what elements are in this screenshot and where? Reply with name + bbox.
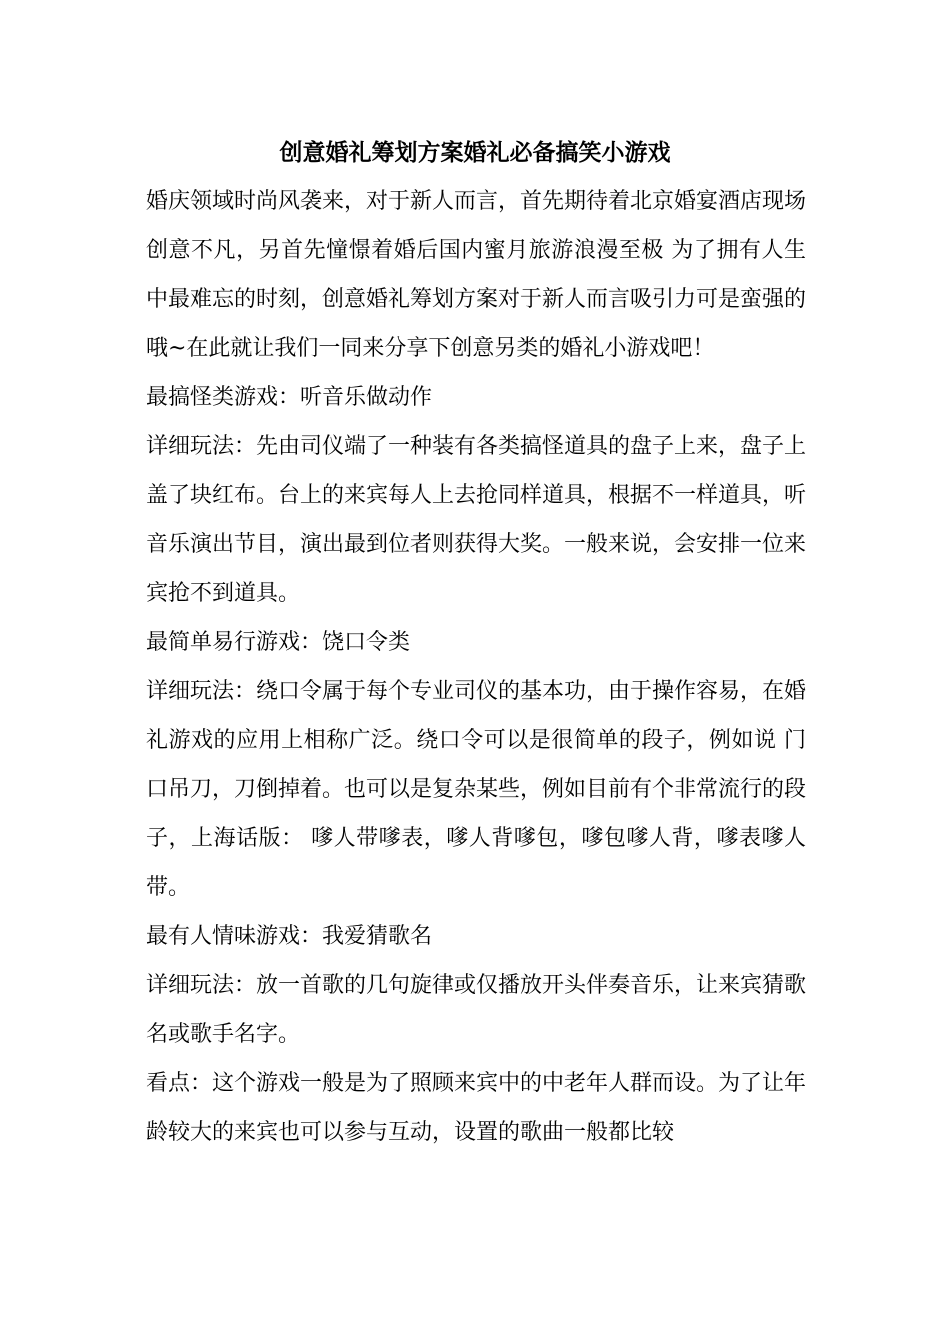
section-heading-guess-song: 最有人情味游戏：我爱猜歌名 [146,924,433,949]
document-body [146,177,806,1157]
intro-paragraph: 婚庆领域时尚风袭来，对于新人而言，首先期待着北京婚宴酒店现场创意不凡，另首先憧憬着婚后国内蜜月旅游浪漫至极 为了拥有人生中最难忘的时刻，创意婚礼筹划方案对于新人而言吸引力可是蛮强的哦~在此就让我们一同来分享下创意另类的婚礼小游戏吧！ [146,189,807,361]
section-heading-tongue-twister: 最简单易行游戏：饶口令类 [146,630,411,655]
document-title: 创意婚礼筹划方案婚礼必备搞笑小游戏 [279,139,671,166]
tongue-twister-rules: 详细玩法：绕口令属于每个专业司仪的基本功，由于操作容易，在婚礼游戏的应用上相称广泛。绕口令可以是很简单的段子，例如说 门口吊刀，刀倒掉着。也可以是复杂某些，例如目前有个非常流行的段子，上海话版： 嗲人带嗲表，嗲人背嗲包，嗲包嗲人背，嗲表嗲人带。 [146,679,807,900]
guess-song-rules: 详细玩法：放一首歌的几句旋律或仅播放开头伴奏音乐，让来宾猜歌名或歌手名字。 [146,973,807,1047]
section-heading-funny-game: 最搞怪类游戏：听音乐做动作 [146,385,433,410]
guess-song-highlight: 看点：这个游戏一般是为了照顾来宾中的中老年人群而设。为了让年龄较大的来宾也可以参与互动，设置的歌曲一般都比较 [146,1071,807,1145]
funny-game-rules: 详细玩法：先由司仪端了一种装有各类搞怪道具的盘子上来，盘子上盖了块红布。台上的来宾每人上去抢同样道具，根据不一样道具，听音乐演出节目，演出最到位者则获得大奖。一般来说，会安排一位来宾抢不到道具。 [146,434,807,606]
